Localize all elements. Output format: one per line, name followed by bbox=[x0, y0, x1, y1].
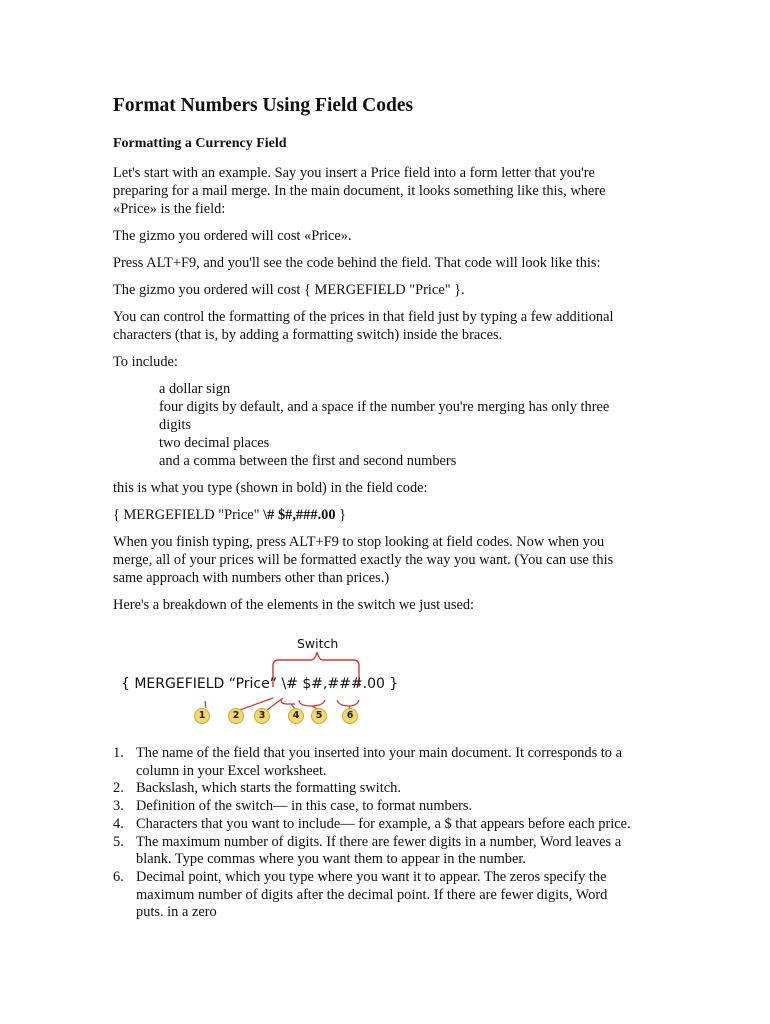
leader-line-1 bbox=[205, 701, 206, 708]
list-item-line: column in your Excel worksheet. bbox=[136, 762, 327, 779]
callout-5: 5 bbox=[311, 708, 327, 724]
list-item-number: 6. bbox=[113, 868, 124, 885]
callout-4: 4 bbox=[288, 708, 304, 724]
callout-2: 2 bbox=[228, 708, 244, 724]
finish-paragraph-line-2: merge, all of your prices will be formatted exactly the way you want. (You can use this bbox=[113, 552, 614, 568]
list-item-line: Backslash, which starts the formatting switch. bbox=[136, 780, 401, 797]
section-heading: Formatting a Currency Field bbox=[113, 136, 287, 151]
sub-bracket-5 bbox=[299, 700, 325, 706]
control-paragraph-line-2: characters (that is, by adding a formatting switch) inside the braces. bbox=[113, 327, 503, 343]
list-item-number: 1. bbox=[113, 745, 124, 761]
breakdown-list bbox=[113, 745, 631, 922]
diagram-code-text: { MERGEFIELD “Price” \# $#,###.00 } bbox=[121, 676, 399, 692]
list-item bbox=[113, 869, 631, 922]
include-item: digits bbox=[159, 417, 191, 433]
list-item bbox=[113, 780, 631, 798]
include-item: a dollar sign bbox=[159, 381, 231, 397]
list-item-line: puts. in a zero bbox=[136, 904, 217, 921]
list-item-line: blank. Type commas where you want them to appear in the number. bbox=[136, 851, 526, 868]
field-code-start: { MERGEFIELD "Price" bbox=[113, 507, 264, 523]
type-intro: this is what you type (shown in bold) in the field code: bbox=[113, 480, 428, 496]
field-code-switch: \# $#,###.00 bbox=[263, 507, 336, 523]
list-item-line: Characters that you want to include— for example, a $ that appears before each price. bbox=[136, 815, 631, 832]
list-item bbox=[113, 745, 631, 780]
list-item-line: The name of the field that you inserted into your main document. It corresponds to a bbox=[136, 745, 622, 761]
sub-bracket-6 bbox=[337, 700, 359, 706]
include-item: and a comma between the first and second numbers bbox=[159, 453, 457, 469]
example-sentence-1: The gizmo you ordered will cost «Price». bbox=[113, 228, 352, 244]
include-item: two decimal places bbox=[159, 435, 270, 451]
list-item-number: 2. bbox=[113, 780, 124, 797]
callout-3: 3 bbox=[254, 708, 270, 724]
callout-1: 1 bbox=[194, 708, 210, 724]
switch-label: Switch bbox=[297, 636, 339, 651]
list-item-line: Decimal point, which you type where you want it to appear. The zeros specify the bbox=[136, 868, 607, 885]
leader-line-2 bbox=[240, 698, 273, 710]
switch-breakdown-diagram bbox=[115, 632, 399, 727]
list-item-line: maximum number of digits after the decimal point. If there are fewer digits, Word bbox=[136, 886, 608, 903]
to-include-label: To include: bbox=[113, 354, 178, 370]
list-item-number: 3. bbox=[113, 798, 124, 815]
sub-bracket-4 bbox=[281, 700, 295, 704]
list-item-line: The maximum number of digits. If there are fewer digits in a number, Word leaves a bbox=[136, 833, 622, 850]
list-item bbox=[113, 816, 631, 834]
list-item-line: Definition of the switch— in this case, to format numbers. bbox=[136, 798, 473, 815]
finish-paragraph-line-3: same approach with numbers other than prices.) bbox=[113, 570, 390, 586]
list-item bbox=[113, 798, 631, 816]
page-title: Format Numbers Using Field Codes bbox=[113, 95, 414, 116]
list-item bbox=[113, 834, 631, 869]
include-item: four digits by default, and a space if the number you're merging has only three bbox=[159, 399, 610, 415]
control-paragraph-line-1: You can control the formatting of the prices in that field just by typing a few additional bbox=[113, 309, 614, 325]
intro-paragraph-line-2: preparing for a mail merge. In the main document, it looks something like this, where bbox=[113, 183, 606, 199]
field-code-example bbox=[113, 506, 346, 524]
altf9-paragraph: Press ALT+F9, and you'll see the code behind the field. That code will look like this: bbox=[113, 255, 601, 271]
finish-paragraph-line-1: When you finish typing, press ALT+F9 to stop looking at field codes. Now when you bbox=[113, 534, 605, 550]
example-sentence-2: The gizmo you ordered will cost { MERGEFIELD "Price" }. bbox=[113, 282, 465, 298]
callout-6: 6 bbox=[342, 708, 358, 724]
list-item-number: 5. bbox=[113, 833, 124, 850]
breakdown-intro: Here's a breakdown of the elements in the switch we just used: bbox=[113, 597, 475, 613]
field-code-end: } bbox=[335, 507, 347, 523]
intro-paragraph-line-1: Let's start with an example. Say you insert a Price field into a form letter that you're bbox=[113, 165, 595, 181]
intro-paragraph-line-3: «Price» is the field: bbox=[113, 201, 226, 217]
list-item-number: 4. bbox=[113, 815, 124, 832]
